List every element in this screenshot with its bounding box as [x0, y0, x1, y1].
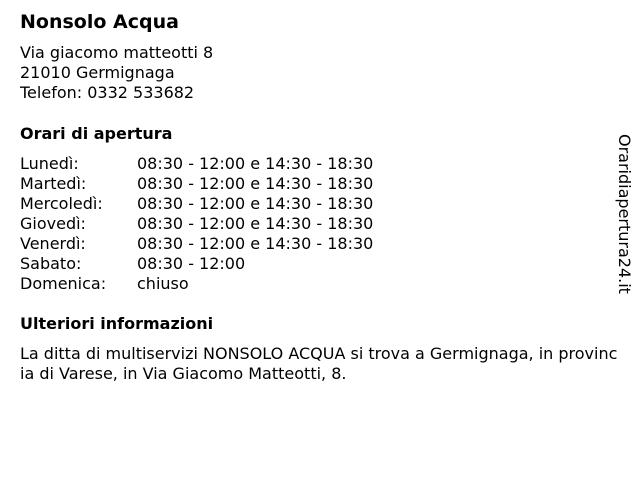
time-value: 08:30 - 12:00 e 14:30 - 18:30	[137, 174, 374, 193]
time-value: 08:30 - 12:00	[137, 254, 246, 273]
time-value: chiuso	[137, 274, 189, 293]
day-label: Martedì:	[20, 174, 87, 193]
day-label: Giovedì:	[20, 214, 86, 233]
business-address	[20, 43, 213, 103]
day-label: Domenica:	[20, 274, 107, 293]
time-value: 08:30 - 12:00 e 14:30 - 18:30	[137, 194, 374, 213]
day-label: Lunedì:	[20, 154, 79, 173]
time-value: 08:30 - 12:00 e 14:30 - 18:30	[137, 234, 374, 253]
additional-info-text: La ditta di multiservizi NONSOLO ACQUA si trova a Germignaga, in provincia di Varese, in Via Giacomo Matteotti, 8.	[20, 344, 618, 383]
day-label: Venerdì:	[20, 234, 86, 253]
address-city: 21010 Germignaga	[20, 63, 175, 82]
opening-hours-heading: Orari di apertura	[20, 124, 173, 143]
address-street: Via giacomo matteotti 8	[20, 43, 214, 62]
time-value: 08:30 - 12:00 e 14:30 - 18:30	[137, 154, 374, 173]
time-value: 08:30 - 12:00 e 14:30 - 18:30	[137, 214, 374, 233]
business-name: Nonsolo Acqua	[20, 11, 179, 33]
phone-number: Telefon: 0332 533682	[20, 83, 195, 102]
site-watermark: Oraridiapertura24.it	[615, 134, 634, 294]
day-label: Sabato:	[20, 254, 82, 273]
additional-info-heading: Ulteriori informazioni	[20, 314, 214, 333]
day-label: Mercoledì:	[20, 194, 103, 213]
